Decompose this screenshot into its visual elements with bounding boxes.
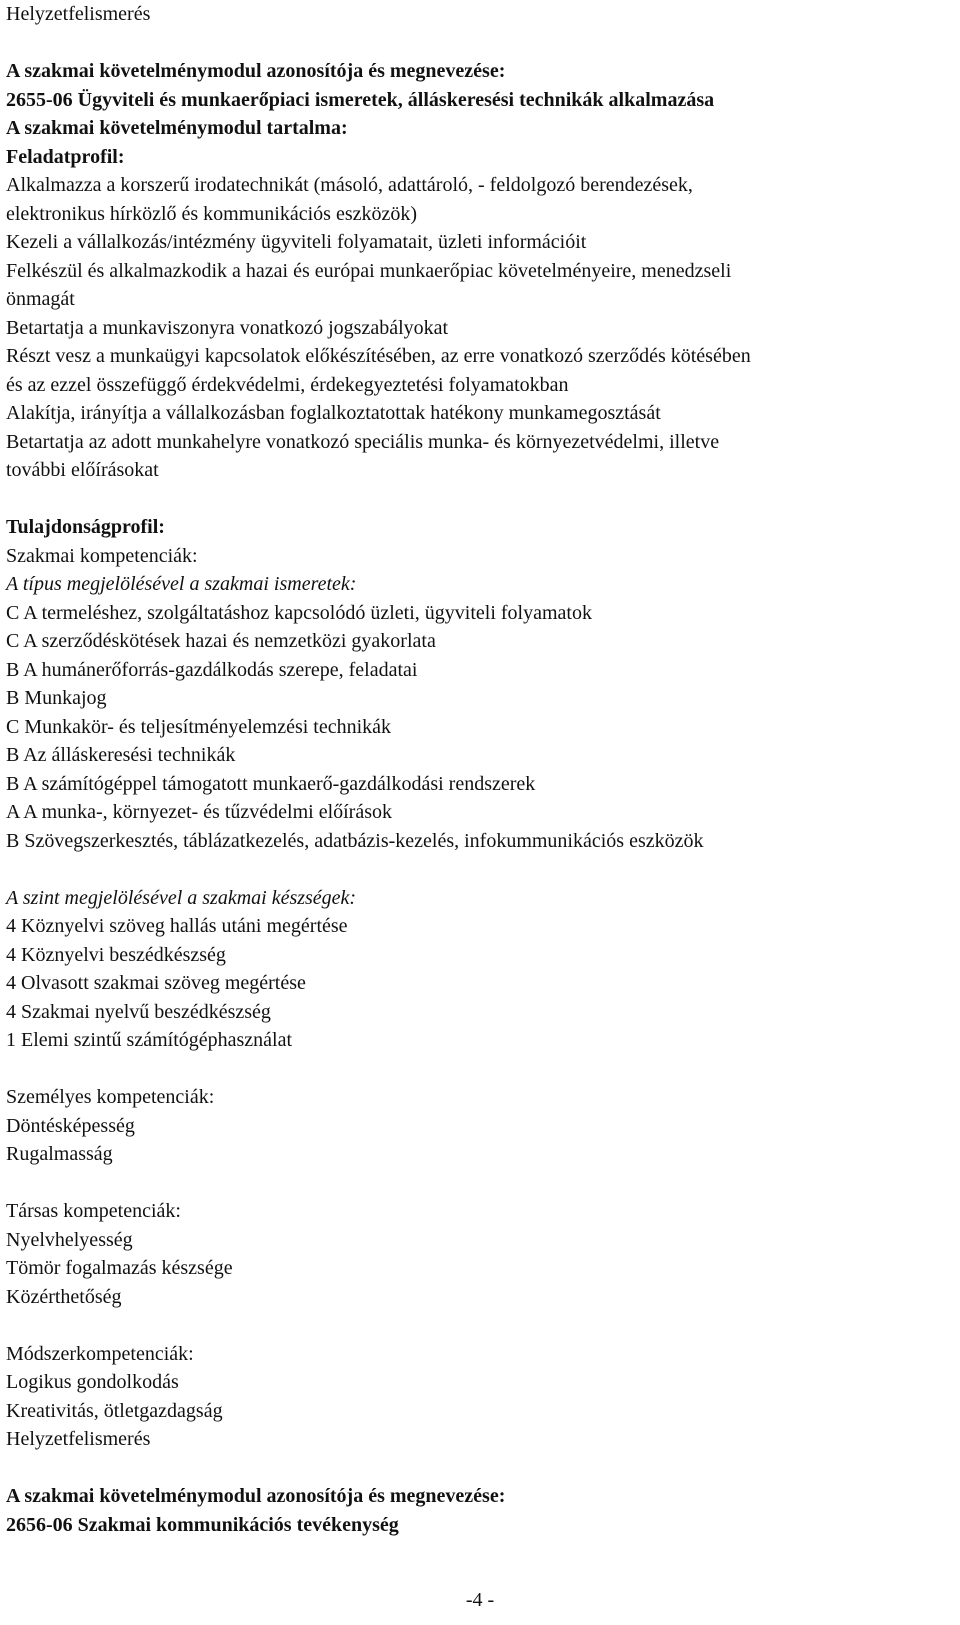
property-profile-heading: Tulajdonságprofil: xyxy=(6,516,165,538)
task-profile-line: Betartatja a munkaviszonyra vonatkozó jogszabályokat xyxy=(6,316,449,339)
knowledge-item: B Az álláskeresési technikák xyxy=(6,744,236,766)
personal-item: Rugalmasság xyxy=(6,1143,113,1165)
knowledge-item: B A humánerőforrás-gazdálkodás szerepe, feladatai xyxy=(6,658,418,681)
personal-competencies-heading: Személyes kompetenciák: xyxy=(6,1086,215,1108)
module-id-heading: A szakmai követelménymodul azonosítója és megnevezése: xyxy=(6,60,506,82)
knowledge-item: B Szövegszerkesztés, táblázatkezelés, adatbázis-kezelés, infokummunikációs eszközök xyxy=(6,829,704,852)
document-page xyxy=(6,0,951,1539)
top-label: Helyzetfelismerés xyxy=(6,3,151,25)
social-competencies-heading: Társas kompetenciák: xyxy=(6,1200,181,1222)
task-profile-line: Részt vesz a munkaügyi kapcsolatok előkészítésében, az erre vonatkozó szerződés kötésében xyxy=(6,345,751,367)
knowledge-item: B Munkajog xyxy=(6,687,107,709)
task-profile-line: elektronikus hírközlő és kommunikációs eszközök) xyxy=(6,202,418,225)
social-item: Nyelvhelyesség xyxy=(6,1228,133,1251)
skill-item: 4 Szakmai nyelvű beszédkészség xyxy=(6,1000,271,1023)
method-list xyxy=(6,1368,951,1454)
social-list xyxy=(6,1226,951,1312)
skills-heading: A szint megjelölésével a szakmai készségek: xyxy=(6,886,357,909)
module-id-value: 2655-06 Ügyviteli és munkaerőpiaci ismeretek, álláskeresési technikák alkalmazása xyxy=(6,88,715,111)
module2-id-value: 2656-06 Szakmai kommunikációs tevékenység xyxy=(6,1513,399,1536)
task-profile-heading: Feladatprofil: xyxy=(6,145,125,168)
method-item: Helyzetfelismerés xyxy=(6,1428,151,1450)
method-competencies-heading: Módszerkompetenciák: xyxy=(6,1342,194,1365)
task-profile-line: Betartatja az adott munkahelyre vonatkozó speciális munka- és környezetvédelmi, illetve xyxy=(6,430,720,453)
method-item: Kreativitás, ötletgazdagság xyxy=(6,1399,223,1422)
knowledge-item: C A szerződéskötések hazai és nemzetközi gyakorlata xyxy=(6,630,436,652)
knowledge-item: C Munkakör- és teljesítményelemzési technikák xyxy=(6,715,392,738)
task-profile-line: önmagát xyxy=(6,288,75,310)
skill-item: 4 Olvasott szakmai szöveg megértése xyxy=(6,972,306,994)
skill-item: 4 Köznyelvi szöveg hallás utáni megértése xyxy=(6,915,348,937)
method-item: Logikus gondolkodás xyxy=(6,1371,179,1393)
task-profile-line: és az ezzel összefüggő érdekvédelmi, érdekegyeztetési folyamatokban xyxy=(6,373,569,396)
skill-item: 4 Köznyelvi beszédkészség xyxy=(6,943,226,966)
knowledge-heading: A típus megjelölésével a szakmai ismeretek: xyxy=(6,573,357,595)
knowledge-list xyxy=(6,599,951,856)
skill-item: 1 Elemi szintű számítógéphasználat xyxy=(6,1029,293,1051)
task-profile-list xyxy=(6,171,951,485)
page-number: -4 - xyxy=(465,1589,495,1611)
task-profile-line: Kezeli a vállalkozás/intézmény ügyviteli folyamatait, üzleti információit xyxy=(6,231,587,253)
social-item: Közérthetőség xyxy=(6,1285,122,1308)
personal-item: Döntésképesség xyxy=(6,1114,135,1137)
knowledge-item: C A termeléshez, szolgáltatáshoz kapcsolódó üzleti, ügyviteli folyamatok xyxy=(6,601,592,624)
personal-list xyxy=(6,1112,951,1169)
knowledge-item: A A munka-, környezet- és tűzvédelmi előírások xyxy=(6,801,393,823)
task-profile-line: Alkalmazza a korszerű irodatechnikát (másoló, adattároló, - feldolgozó berendezések, xyxy=(6,174,693,196)
knowledge-item: B A számítógéppel támogatott munkaerő-gazdálkodási rendszerek xyxy=(6,772,536,795)
task-profile-line: további előírásokat xyxy=(6,459,159,481)
task-profile-line: Felkészül és alkalmazkodik a hazai és európai munkaerőpiac követelményeire, menedzseli xyxy=(6,259,732,282)
task-profile-line: Alakítja, irányítja a vállalkozásban foglalkoztatottak hatékony munkamegosztását xyxy=(6,402,661,424)
professional-competencies-heading: Szakmai kompetenciák: xyxy=(6,544,198,567)
skills-list xyxy=(6,912,951,1055)
module-content-heading: A szakmai követelménymodul tartalma: xyxy=(6,117,348,139)
module2-id-heading: A szakmai követelménymodul azonosítója és megnevezése: xyxy=(6,1485,506,1507)
social-item: Tömör fogalmazás készsége xyxy=(6,1257,233,1279)
